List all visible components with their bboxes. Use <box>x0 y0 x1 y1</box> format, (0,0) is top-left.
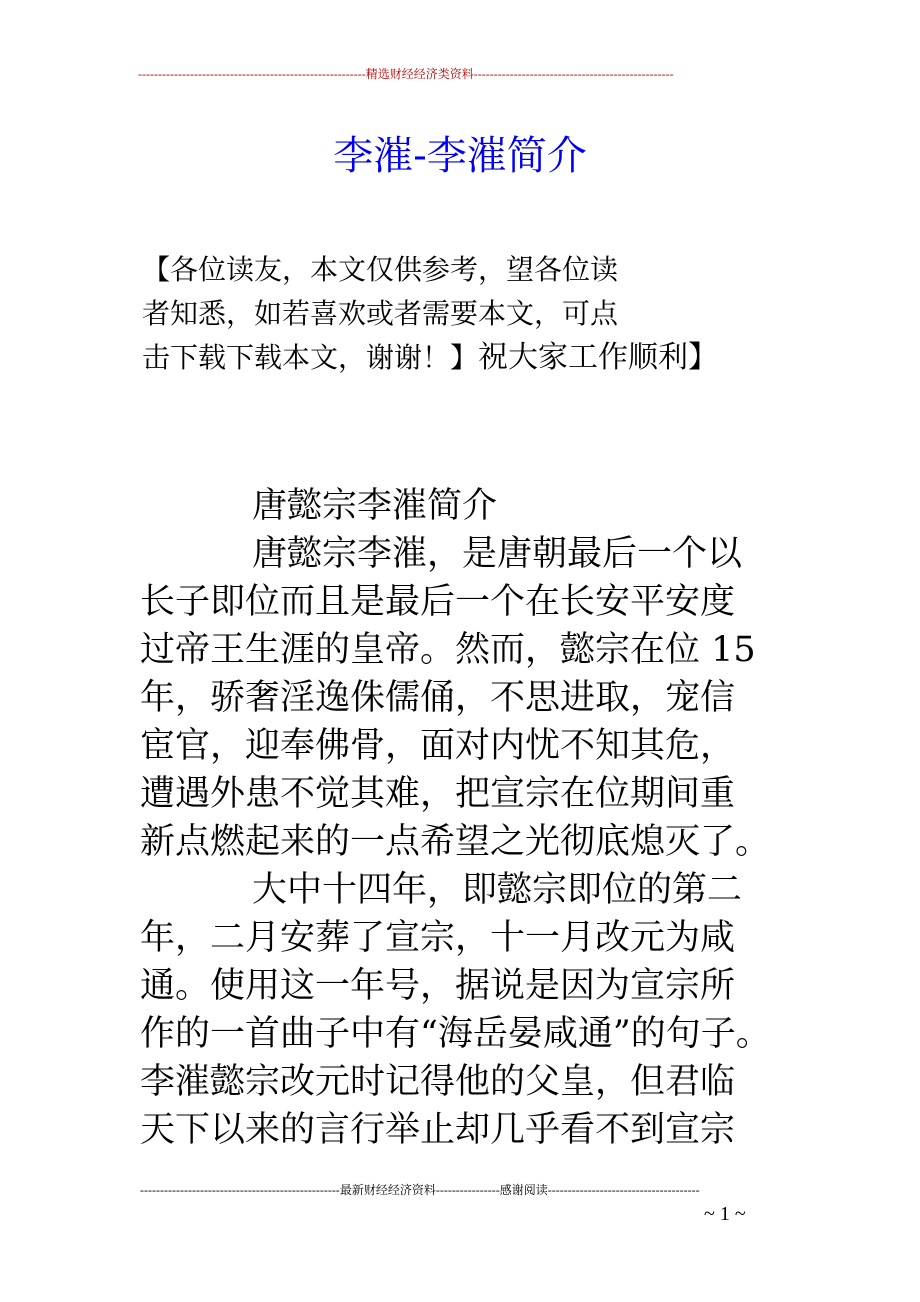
notice-line-3 <box>142 336 782 380</box>
body-line: 天下以来的言行举止却几乎看不到宣宗 <box>140 1110 736 1150</box>
page-number: ~ 1 ~ <box>704 1203 746 1225</box>
body-line: 年，二月安葬了宣宗，十一月改元为咸 <box>140 918 736 958</box>
body-line: 通。使用这一年号，据说是因为宣宗所 <box>140 966 736 1006</box>
document-title: 李漼-李漼简介 <box>333 133 587 179</box>
body-line: 遭遇外患不觉其难，把宣宗在位期间重 <box>140 774 736 814</box>
body-line: 过帝王生涯的皇帝。然而，懿宗在位 15 <box>140 630 756 670</box>
notice-line-3-tail: 祝大家工作顺利】 <box>478 340 719 375</box>
footer-dashes-1: -------------------------------------------------- <box>140 1183 340 1197</box>
footer-dashes-2: ---------------- <box>435 1183 500 1197</box>
page-footer <box>140 1182 780 1198</box>
notice-line-3-head: 击下载下载本文，谢谢！】 <box>142 341 479 374</box>
notice-line-1: 【各位读友，本文仅供参考，望各位读 <box>142 253 619 286</box>
reader-notice <box>142 248 782 380</box>
body-line: 新点燃起来的一点希望之光彻底熄灭了。 <box>140 822 771 862</box>
footer-dashes-3: -------------------------------------- <box>547 1183 700 1197</box>
header-right-dashes: -------------------------------------------------- <box>473 67 674 81</box>
section-heading: 唐懿宗李漼简介 <box>252 486 498 526</box>
page-header <box>138 66 738 82</box>
body-line: 宦官，迎奉佛骨，面对内忧不知其危， <box>140 726 736 766</box>
footer-label-1: 最新财经经济资料 <box>339 1183 436 1197</box>
body-line: 大中十四年，即懿宗即位的第二 <box>252 870 743 910</box>
footer-label-2: 感谢阅读 <box>499 1183 548 1197</box>
notice-line-2: 者知悉，如若喜欢或者需要本文，可点 <box>142 297 619 330</box>
header-label: 精选财经经济类资料 <box>365 67 474 81</box>
body-line: 唐懿宗李漼，是唐朝最后一个以 <box>252 534 743 574</box>
header-left-dashes: --------------------------------------------------------- <box>138 67 366 81</box>
document-body <box>140 482 788 1154</box>
body-line: 作的一首曲子中有“海岳晏咸通”的句子。 <box>140 1014 771 1054</box>
body-line: 李漼懿宗改元时记得他的父皇，但君临 <box>140 1062 736 1102</box>
body-line: 长子即位而且是最后一个在长安平安度 <box>140 582 736 622</box>
body-line: 年，骄奢淫逸侏儒俑，不思进取，宠信 <box>140 678 736 718</box>
